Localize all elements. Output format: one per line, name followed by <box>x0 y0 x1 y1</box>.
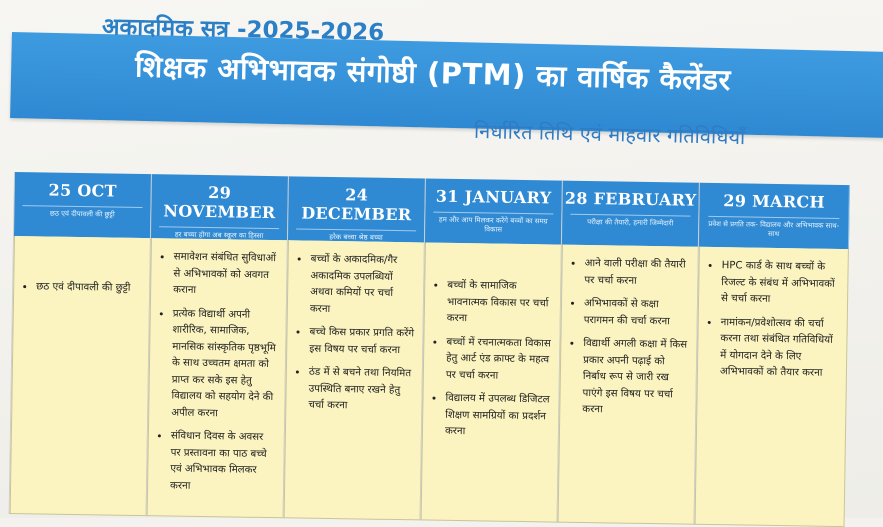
column-jan <box>420 178 563 522</box>
column-header <box>151 174 289 240</box>
list-item: • प्रत्येक विद्यार्थी अपनी शारीरिक, सामाजिक, मानसिक सांस्कृतिक पृष्ठभूमि के साथ उच्चतम क्षमता को प्राप्त कर सके इस हेतु विद्यालय को सहयोग देने की अपील करना <box>171 305 278 423</box>
list-item: • बच्चों के अकादमिक/गैर अकादमिक उपलब्धियों अथवा कमियों पर चर्चा करना <box>310 251 416 320</box>
list-item: • अभिभावकों से कक्षा परागमन की चर्चा करना <box>584 295 690 331</box>
list-item: • संविधान दिवस के अवसर पर प्रस्तावना का पाठ बच्चे एवं अभिभावक मिलकर करना <box>170 427 276 496</box>
list-item: • HPC कार्ड के साथ बच्चों के रिजल्ट के संबंध में अभिभावकों से चर्चा करना <box>721 257 840 309</box>
column-theme: छठ एवं दीपावली की छुट्टी <box>22 205 142 220</box>
column-date: 28 FEBRUARY <box>564 188 697 210</box>
list-item: • बच्चे किस प्रकार प्रगति करेंगे इस विषय पर चर्चा करना <box>309 324 415 360</box>
column-theme: हरेक बच्चा श्रेष्ठ बच्चा <box>296 228 416 243</box>
column-header <box>699 183 850 249</box>
list-item: • विद्यालय में उपलब्ध डिजिटल शिक्षण सामग्रियों का प्रदर्शन करना <box>445 390 551 442</box>
column-header <box>288 176 426 242</box>
academic-year-heading: अकादमिक सत्र -2025-2026 <box>101 14 385 46</box>
column-header <box>425 178 563 244</box>
column-date: 29 NOVEMBER <box>163 183 276 223</box>
ptm-calendar-table <box>9 172 854 527</box>
column-date: 31 JANUARY <box>435 186 552 208</box>
column-date: 29 MARCH <box>723 191 826 212</box>
column-mar <box>694 183 850 527</box>
list-item: • आने वाली परीक्षा की तैयारी पर चर्चा करना <box>584 255 690 291</box>
column-body <box>558 245 699 525</box>
column-date: 25 OCT <box>48 180 117 201</box>
column-body <box>284 240 425 520</box>
column-theme: हम और आप मिलकर करेंगे बच्चों का समग्र विकास <box>433 212 553 236</box>
column-date: 24 DECEMBER <box>301 185 412 225</box>
list-item: • बच्चों में रचनात्मकता विकास हेतु आर्ट एंड क्राफ्ट के महत्व पर चर्चा करना <box>446 333 552 385</box>
list-item: • छठ एवं दीपावली की छुट्टी <box>36 278 130 297</box>
column-body <box>147 238 288 518</box>
column-header <box>562 181 700 247</box>
column-body <box>421 242 562 522</box>
column-theme: प्रवेश से प्रगति तक- विद्यालय और अभिभावक साथ-साथ <box>708 216 839 240</box>
column-header <box>14 172 152 238</box>
list-item: • नामांकन/प्रवेशोत्सव की चर्चा करना तथा संबंधित गतिविधियों में योगदान देने के लिए अभिभावकों को तैयार करना <box>720 314 839 383</box>
calendar-subtitle: निर्धारित तिथि एवं माहवार गतिविधियाँ <box>473 118 746 150</box>
column-body <box>10 236 151 516</box>
column-body <box>695 247 849 527</box>
list-item: • ठंड में से बचने तथा नियमित उपस्थिति बनाए रखने हेतु चर्चा करना <box>308 364 414 416</box>
column-theme: परीक्षा की तैयारी, हमारी जिम्मेदारी <box>570 214 690 229</box>
list-item: • समावेशन संबंधित सुविधाओं से अभिभावकों को अवगत कराना <box>173 249 279 301</box>
column-oct <box>9 172 152 516</box>
list-item: • विद्यार्थी अगली कक्षा में किस प्रकार अपनी पढ़ाई को निर्बाध रूप से जारी रख पाएंगे इस विषय पर चर्चा करना <box>582 335 688 420</box>
column-dec <box>283 176 426 520</box>
list-item: • बच्चों के सामाजिक भावनात्मक विकास पर चर्चा करना <box>447 277 553 329</box>
calendar-title: शिक्षक अभिभावक संगोष्ठी (PTM) का वार्षिक कैलेंडर <box>134 49 732 97</box>
column-nov <box>146 174 289 518</box>
column-theme: हर बच्चा होगा अब स्कूल का हिस्सा <box>159 226 279 241</box>
column-feb <box>557 181 700 525</box>
